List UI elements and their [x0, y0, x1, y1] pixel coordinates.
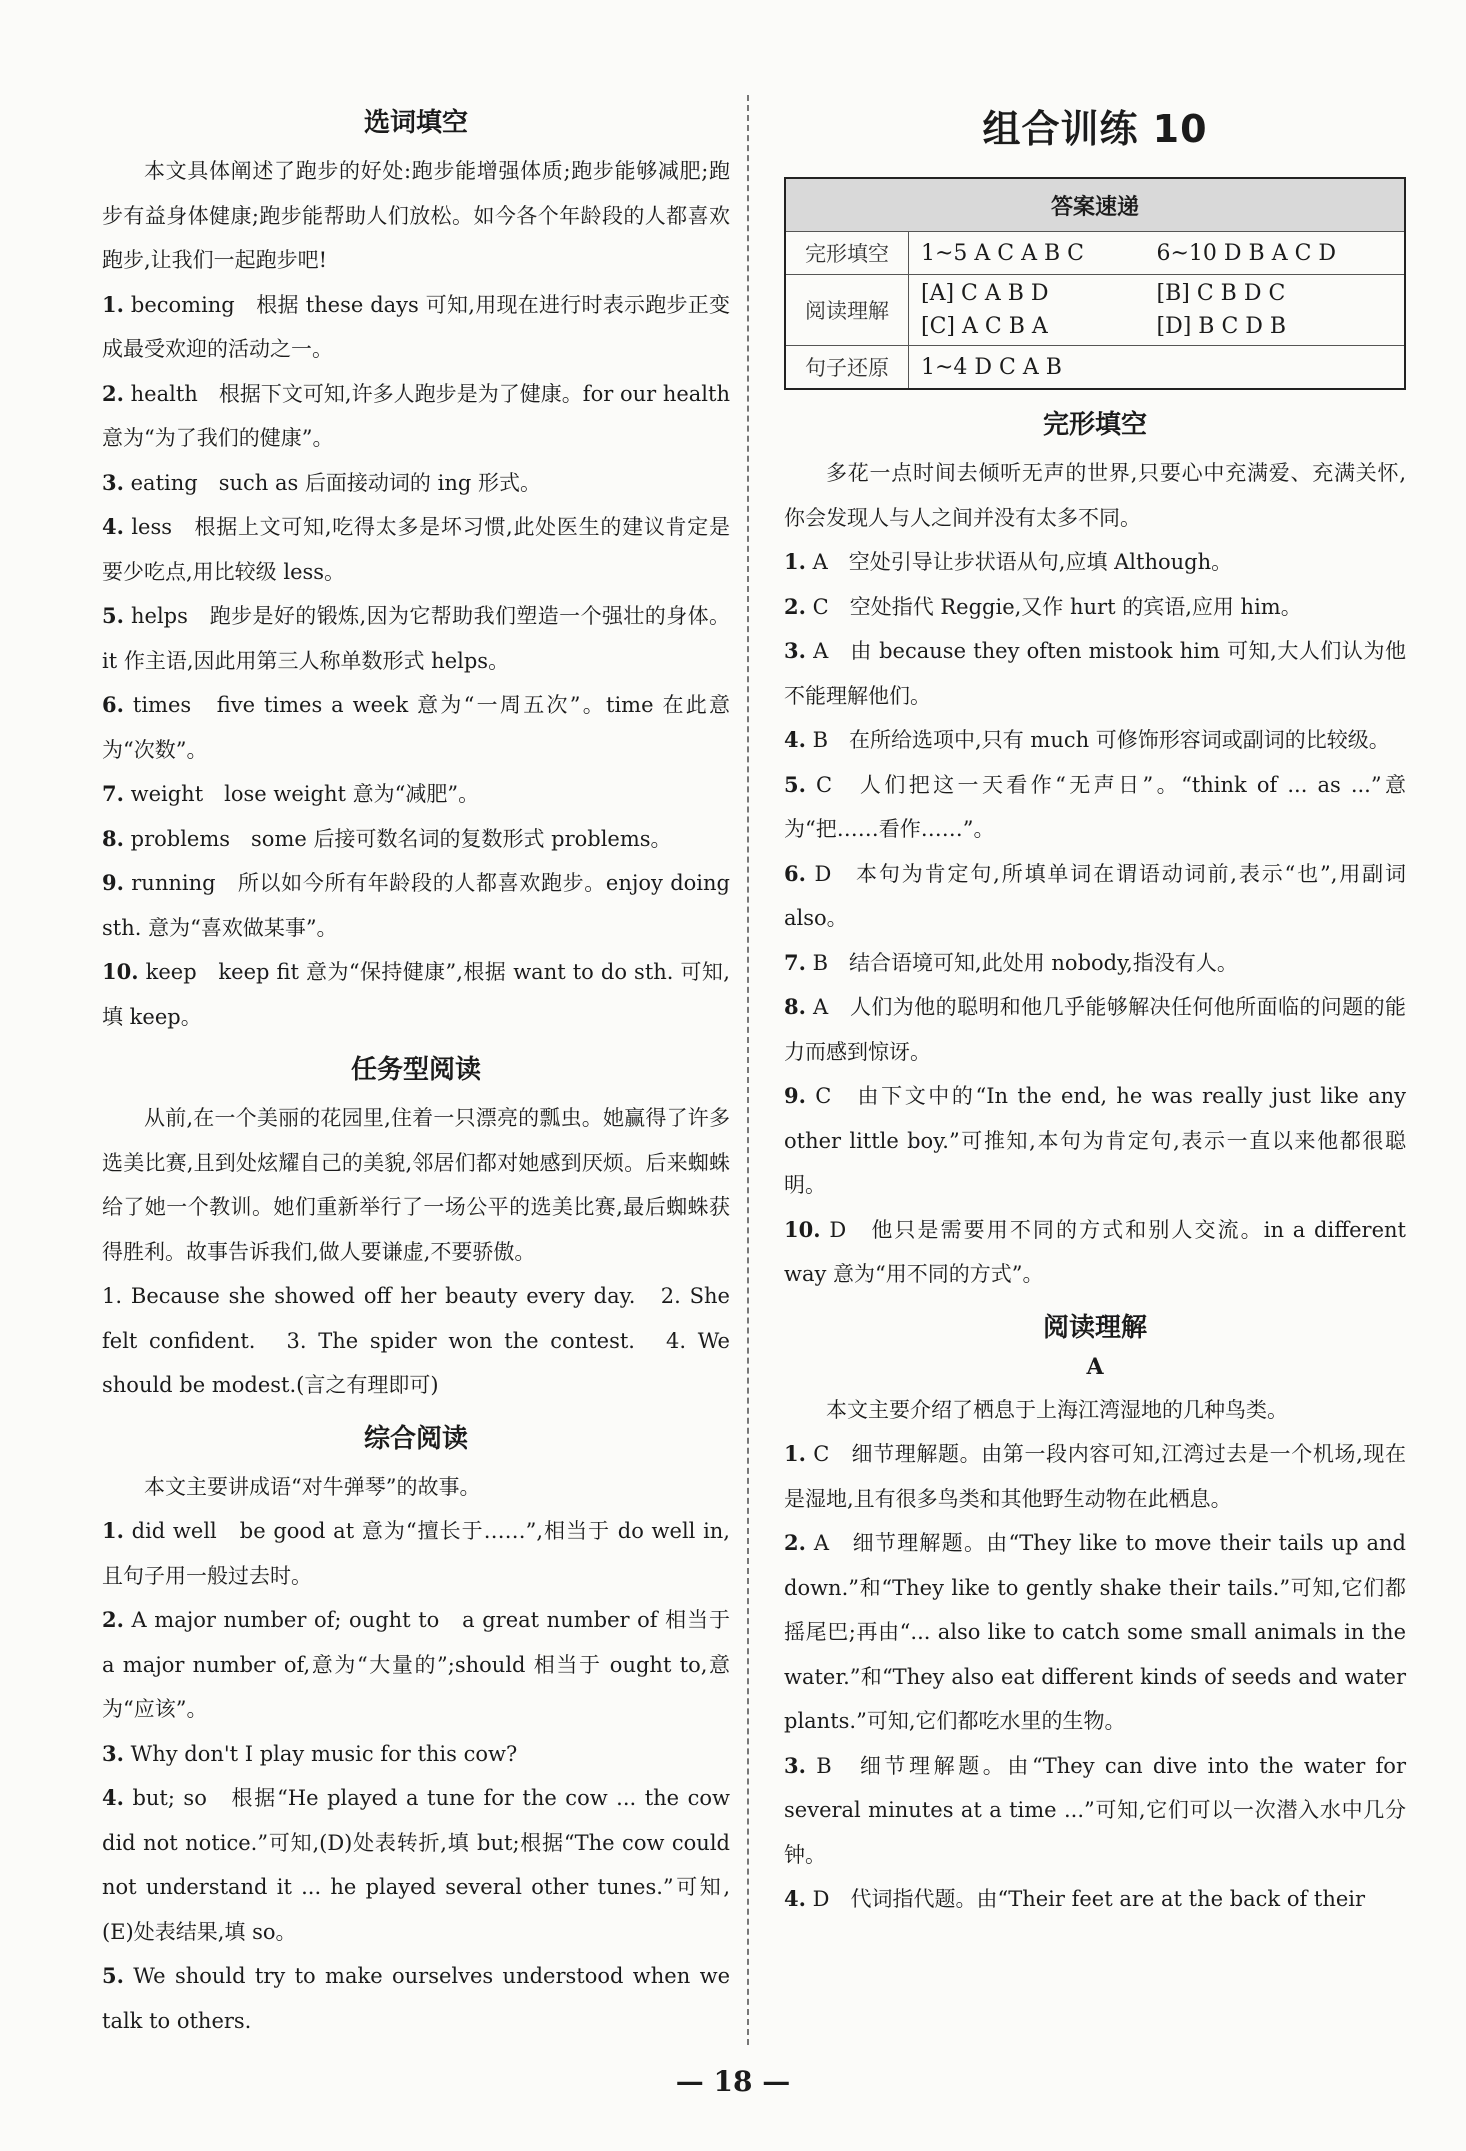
- section-intro: 从前,在一个美丽的花园里,住着一只漂亮的瓢虫。她赢得了许多选美比赛,且到处炫耀自己的美貌,邻居们都对她感到厌烦。后来蜘蛛给了她一个教训。她们重新举行了一场公平的选美比赛,最后蜘蛛获得胜利。故事告诉我们,做人要谦虚,不要骄傲。: [102, 1106, 730, 1264]
- answer-item: 7. weight lose weight 意为“减肥”。: [102, 781, 480, 806]
- answer-item: 3. B 细节理解题。由“They can dive into the water for several minutes at a time ...”可知,它们可以一次潜入水中几分钟。: [784, 1752, 1406, 1867]
- answer-item: 5. helps 跑步是好的锻炼,因为它帮助我们塑造一个强壮的身体。it 作主语,因此用第三人称单数形式 helps。: [102, 603, 730, 673]
- answer-item: 5. We should try to make ourselves understood when we talk to others.: [102, 1963, 730, 2033]
- answer-item: 1. C 细节理解题。由第一段内容可知,江湾过去是一个机场,现在是湿地,且有很多鸟类和其他野生动物在此栖息。: [784, 1441, 1406, 1511]
- answer-item: 4. D 代词指代题。由“Their feet are at the back of their: [784, 1886, 1366, 1911]
- left-column: [102, 92, 730, 2043]
- cloze-answers: 1~5 A C A B C 6~10 D B A C D: [909, 232, 1406, 275]
- answer-item: 8. problems some 后接可数名词的复数形式 problems。: [102, 825, 672, 851]
- answer-item: 6. D 本句为肯定句,所填单词在谓语动词前,表示“也”,用副词 also。: [784, 860, 1406, 930]
- section-title-cloze: 完形填空: [1042, 410, 1147, 440]
- answer-item: 2. A 细节理解题。由“They like to move their tails up and down.”和“They like to gently shake their tails.”可知,它们都摇尾巴;再由“... also like to catch some small animals in the water.”和“They also eat different kinds of seeds and water plants.”可知,它们都吃水里的生物。: [784, 1530, 1406, 1733]
- answer-item: 4. B 在所给选项中,只有 much 可修饰形容词或副词的比较级。: [784, 727, 1390, 752]
- answer-item: 3. A 由 because they often mistook him 可知,大人们认为他不能理解他们。: [784, 638, 1406, 708]
- section-title-word-fill: 选词填空: [363, 108, 468, 138]
- answer-item: 8. A 人们为他的聪明和他几乎能够解决任何他所面临的问题的能力而感到惊讶。: [784, 994, 1406, 1064]
- sentence-answers: 1~4 D C A B: [909, 346, 1406, 390]
- answer-item: 3. Why don't I play music for this cow?: [102, 1740, 518, 1766]
- answer-item: 5. C 人们把这一天看作“无声日”。“think of ... as ...”意为“把……看作……”。: [784, 771, 1406, 841]
- section-title-comprehensive-reading: 综合阅读: [363, 1423, 468, 1454]
- answer-item: 1. did well be good at 意为“擅长于……”,相当于 do well in,且句子用一般过去时。: [102, 1518, 730, 1588]
- section-intro: 本文主要讲成语“对牛弹琴”的故事。: [144, 1474, 481, 1499]
- column-divider: [747, 95, 749, 2045]
- answer-item: 10. D 他只是需要用不同的方式和别人交流。in a different way 意为“用不同的方式”。: [784, 1216, 1406, 1286]
- sentence-label: 句子还原: [785, 346, 909, 390]
- reading-label: 阅读理解: [785, 275, 909, 346]
- answer-item: 1. becoming 根据 these days 可知,用现在进行时表示跑步正变成最受欢迎的活动之一。: [102, 291, 730, 361]
- answer-item: 10. keep keep fit 意为“保持健康”,根据 want to do sth. 可知,填 keep。: [102, 959, 730, 1029]
- right-column: [784, 92, 1406, 1922]
- answer-item: 4. but; so 根据“He played a tune for the cow ... the cow did not notice.”可知,(D)处表转折,填 but;根据“The cow could not understand it ... he played several other tunes.”可知,(E)处表结果,填 so。: [102, 1785, 730, 1944]
- reading-answers: [A] C A B D [B] C B D C [C] A C B A [D] B C D B: [909, 275, 1406, 346]
- answer-item: 9. C 由下文中的“In the end, he was really just like any other little boy.”可推知,本句为肯定句,表示一直以来他都很聪明。: [784, 1083, 1406, 1197]
- section-title-reading: 阅读理解: [1042, 1312, 1147, 1343]
- page-title: 组合训练 10: [982, 107, 1208, 151]
- answer-table-header: 答案速递: [785, 178, 1405, 232]
- section-intro: 本文主要介绍了栖息于上海江湾湿地的几种鸟类。: [826, 1397, 1288, 1422]
- page-number: — 18 —: [675, 2065, 791, 2098]
- answer-item: 2. health 根据下文可知,许多人跑步是为了健康。for our health 意为“为了我们的健康”。: [102, 380, 730, 450]
- answer-item: 1. A 空处引导让步状语从句,应填 Although。: [784, 549, 1233, 574]
- answer-item: 6. times five times a week 意为“一周五次”。time 在此意为“次数”。: [102, 692, 730, 762]
- answer-item: 4. less 根据上文可知,吃得太多是坏习惯,此处医生的建议肯定是要少吃点,用比较级 less。: [102, 514, 730, 584]
- answer-item: 3. eating such as 后面接动词的 ing 形式。: [102, 469, 541, 495]
- answer-table: [784, 177, 1406, 390]
- answer-item: 9. running 所以如今所有年龄段的人都喜欢跑步。enjoy doing sth. 意为“喜欢做某事”。: [102, 870, 730, 940]
- section-intro: 多花一点时间去倾听无声的世界,只要心中充满爱、充满关怀,你会发现人与人之间并没有太多不同。: [784, 461, 1406, 530]
- answer-block: 1. Because she showed off her beauty every day. 2. She felt confident. 3. The spider won the contest. 4. We should be modest.(言之有理即可): [102, 1284, 730, 1397]
- answer-item: 7. B 结合语境可知,此处用 nobody,指没有人。: [784, 949, 1238, 975]
- answer-item: 2. C 空处指代 Reggie,又作 hurt 的宾语,应用 him。: [784, 593, 1302, 619]
- passage-label: A: [1086, 1353, 1104, 1380]
- answer-item: 2. A major number of; ought to a great number of 相当于 a major number of,意为“大量的”;should 相当于 ought to,意为“应该”。: [102, 1607, 730, 1721]
- cloze-label: 完形填空: [785, 232, 909, 275]
- section-intro: 本文具体阐述了跑步的好处:跑步能增强体质;跑步能够减肥;跑步有益身体健康;跑步能帮助人们放松。如今各个年龄段的人都喜欢跑步,让我们一起跑步吧!: [102, 159, 730, 272]
- section-title-task-reading: 任务型阅读: [350, 1055, 481, 1085]
